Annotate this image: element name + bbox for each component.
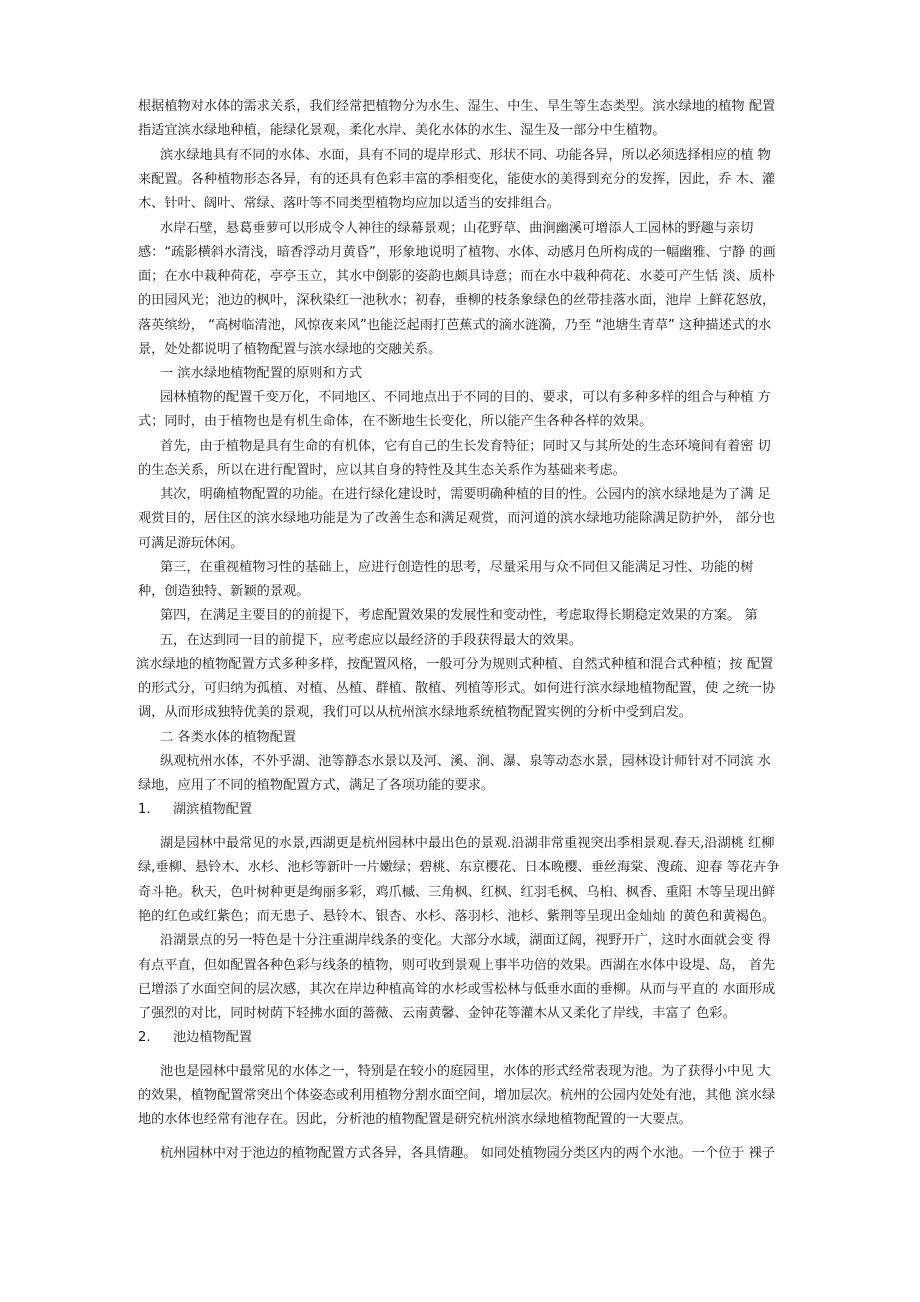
text-line: 池也是园林中最常见的水体之一，特别是在较小的庭园里，水体的形式经常表现为池。为了获得小中见 大 (160, 1064, 771, 1079)
text-line: 绿地，应用了不同的植物配置方式，满足了各项功能的要求。 (138, 778, 495, 793)
text-line: 奇斗艳。秋天，色叶树种更是绚丽多彩，鸡爪槭、三角枫、红枫、红羽毛枫、乌桕、枫香、重阳 木等呈现出鲜 (138, 885, 776, 900)
text-line: 滨水绿地具有不同的水体、水面，具有不同的堤岸形式、形状不同、功能各异，所以必须选择相应的植 物 (160, 148, 771, 163)
text-line: 来配置。各种植物形态各异，有的还具有色彩丰富的季相变化，能使水的美得到充分的发挥，因此，乔 木、灌 (138, 172, 776, 187)
text-line: 木、针叶、阔叶、常绿、落叶等不同类型植物均应加以适当的安排组合。 (138, 196, 560, 211)
text-line: 有点平直，但如配置各种色彩与线条的植物，则可收到景观上事半功倍的效果。西湖在水体中设堤、岛， 首先 (138, 958, 776, 973)
text-line: 景，处处都说明了植物配置与滨水绿地的交融关系。 (138, 342, 442, 357)
text-line: 湖是园林中最常见的水景,西湖更是杭州园林中最出色的景观.沿湖非常重视突出季相景观.春天,沿湖桃 红柳 (160, 836, 775, 851)
text-line: 水岸石壁，悬葛垂萝可以形成令人神往的绿幕景观；山花野草、曲涧幽溪可增添人工园林的野趣与亲切 (160, 221, 754, 236)
text-line: 的形式分，可归纳为孤植、对植、丛植、群植、散植、列植等形式。如何进行滨水绿地植物配置，使 之统一协 (138, 681, 776, 696)
text-line: 指适宜滨水绿地种植，能绿化景观，柔化水岸、美化水体的水生、湿生及一部分中生植物。 (138, 123, 666, 138)
text-line: 第三，在重视植物习性的基础上，应进行创造性的思考，尽量采用与众不同但又能满足习性、功能的树 (160, 560, 754, 575)
text-line: 观赏目的，居住区的滨水绿地功能是为了改善生态和满足观赏，而河道的滨水绿地功能除满足防护外， 部分也 (138, 511, 776, 526)
text-line: 种，创造独特、新颖的景观。 (138, 584, 310, 599)
text-line: 式；同时，由于植物也是有机生命体，在不断地生长变化，所以能产生各种各样的效果。 (138, 414, 653, 429)
text-line: 落英缤纷， “高树临清池，风惊夜来风”也能泛起雨打芭蕉式的滴水涟漪，乃至 “池塘生青草” 这种描述式的水 (138, 318, 772, 333)
text-line: 园林植物的配置千变万化，不同地区、不同地点出于不同的目的、要求，可以有多种多样的组合与种植 方 (160, 390, 771, 405)
text-line: 根据植物对水体的需求关系，我们经常把植物分为水生、湿生、中生、旱生等生态类型。滨水绿地的植物 配置 (138, 99, 776, 114)
text-line: 了强烈的对比，同时树荫下轻拂水面的蔷薇、云南黄馨、金钟花等灌木从又柔化了岸线，丰富了 色彩。 (138, 1006, 736, 1021)
text-line: 已增添了水面空间的层次感，其次在岸边种植高耸的水杉或雪松林与低垂水面的垂柳。从而与平直的 水面形成 (138, 982, 776, 997)
text-line: 沿湖景点的另一特色是十分注重湖岸线条的变化。大部分水域，湖面辽阔，视野开广，这时水面就会变 得 (160, 933, 771, 948)
text-line: 可满足游玩休闲。 (138, 536, 244, 551)
text-line: 其次，明确植物配置的功能。在进行绿化建设时，需要明确种植的目的性。公园内的滨水绿地是为了满 足 (160, 487, 771, 502)
text-line: 杭州园林中对于池边的植物配置方式各异，各具情趣。 如同处植物园分类区内的两个水池。一个位于 裸子 (160, 1146, 776, 1161)
text-line: 的田园风光；池边的枫叶，深秋染红一池秋水；初春，垂柳的枝条象绿色的丝带挂落水面，池岸 上鲜花怒放， (138, 293, 776, 308)
text-line: 地的水体也经常有池存在。因此，分析池的植物配置是研究杭州滨水绿地植物配置的一大要点。 (138, 1112, 692, 1127)
text-line: 面；在水中栽种荷花，亭亭玉立，其水中倒影的姿韵也颇具诗意；而在水中栽种荷花、水菱可产生恬 淡、质朴 (138, 269, 776, 284)
text-line: 艳的红色或红紫色；而无患子、悬铃木、银杏、水杉、落羽杉、池杉、紫荆等呈现出金灿灿 的黄色和黄褐色。 (138, 909, 776, 924)
subheading-text: 池边植物配置 (173, 1030, 253, 1045)
section-heading: 一 滨水绿地植物配置的原则和方式 (160, 366, 363, 381)
subheading-number: 2. (138, 1030, 151, 1045)
text-line: 感：“疏影横斜水清浅，暗香浮动月黄昏”，形象地说明了植物、水体、动感月色所构成的一幅幽雅、宁静 的画 (138, 245, 776, 260)
text-line: 五，在达到同一目的前提下，应考虑应以最经济的手段获得最大的效果。 (160, 633, 582, 648)
text-line: 的生态关系，所以在进行配置时，应以其自身的特性及其生态关系作为基础来考虑。 (138, 463, 626, 478)
text-line: 的效果，植物配置常突出个体姿态或利用植物分割水面空间，增加层次。杭州的公园内处处有池，其他 滨水绿 (138, 1088, 776, 1103)
text-line: 首先，由于植物是具有生命的有机体，它有自己的生长发育特征；同时又与其所处的生态环境间有着密 切 (160, 439, 771, 454)
text-line: 绿,垂柳、悬铃木、水杉、池杉等新叶一片嫩绿；碧桃、东京樱花、日本晚樱、垂丝海棠、溲疏、迎春 等花卉争 (138, 860, 780, 875)
text-line: 纵观杭州水体，不外乎湖、池等静态水景以及河、溪、涧、瀑、泉等动态水景，园林设计师针对不同滨 水 (160, 754, 771, 769)
subheading-number: 1. (138, 802, 151, 817)
subheading-text: 湖滨植物配置 (173, 802, 253, 817)
section-heading: 二 各类水体的植物配置 (160, 730, 297, 745)
text-line: 滨水绿地的植物配置方式多种多样，按配置风格，一般可分为规则式种植、自然式种植和混合式种植；按 配置 (136, 657, 774, 672)
text-line: 调，从而形成独特优美的景观，我们可以从杭州滨水绿地系统植物配置实例的分析中受到启发。 (138, 705, 692, 720)
text-line: 第四，在满足主要目的的前提下，考虑配置效果的发展性和变动性，考虑取得长期稳定效果的方案。 第 (160, 608, 758, 623)
